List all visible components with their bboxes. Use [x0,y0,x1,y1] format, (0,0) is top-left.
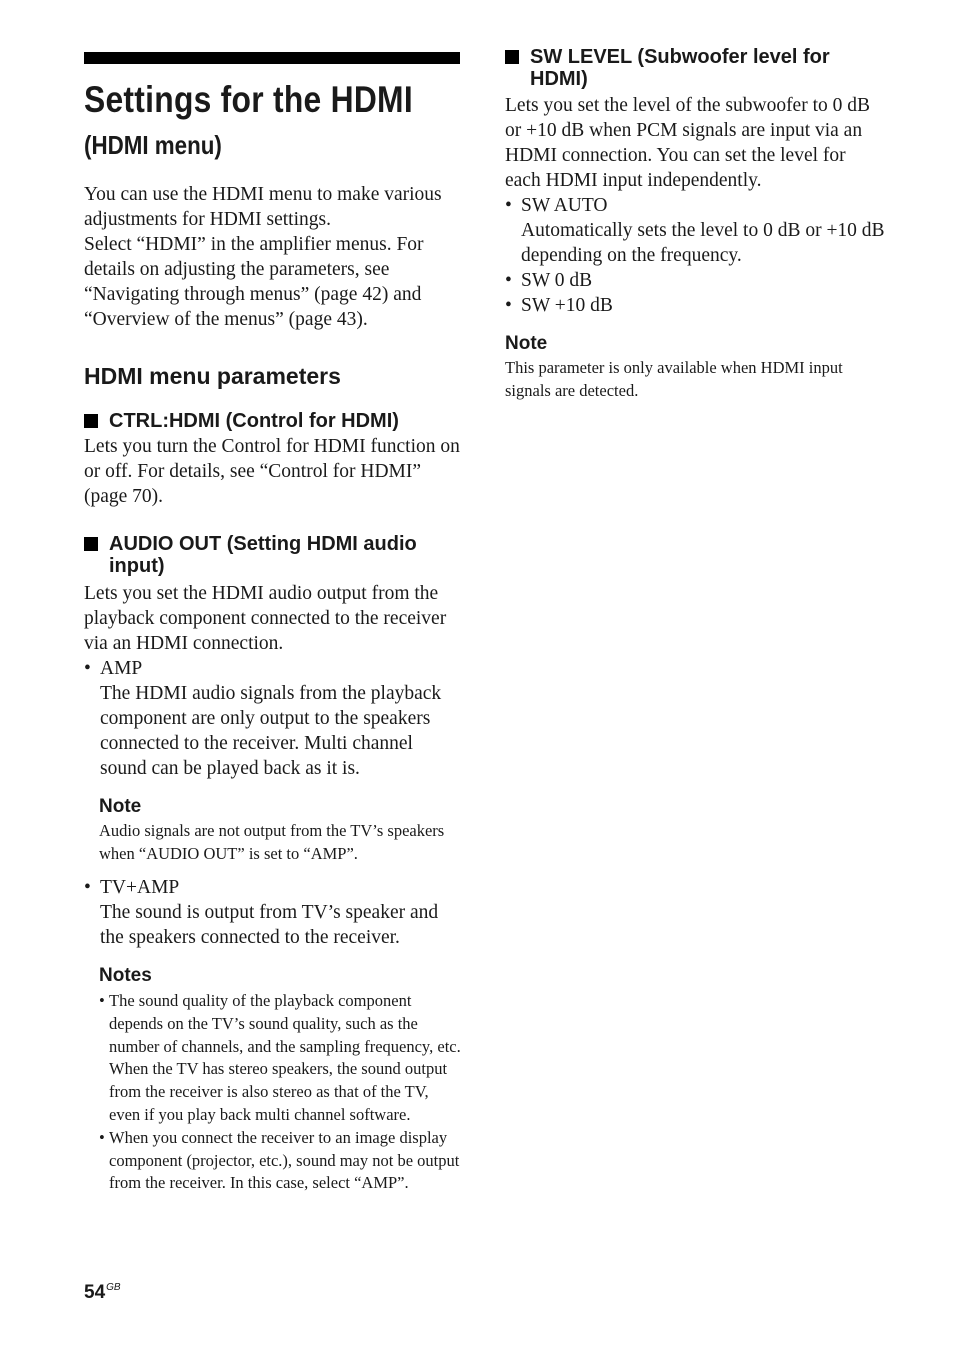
note-item-text: The sound quality of the playback component depends on the TV’s sound quality, such as the number of channels, and the sampling frequency, etc. When the TV has stereo speakers, the sound output from the receiver is also stereo as that of the TV, even if you play back multi channel software. [109,991,461,1124]
audio-out-section [84,533,462,1195]
sw-level-heading-text: SW LEVEL (Subwoofer level for HDMI) [530,46,830,90]
amp-note [84,795,462,865]
note-item [99,1127,462,1195]
page-number-suffix: GB [106,1282,121,1293]
bullet-dot-icon: • [505,270,512,291]
bullet-dot-icon: • [505,295,512,316]
audio-out-body: Lets you set the HDMI audio output from the playback component connected to the receiver via an HDMI connection. [84,583,447,654]
page-title: Settings for the HDMI [84,79,413,120]
tv-amp-label: TV+AMP [100,877,180,898]
sw-auto-description: Automatically sets the level to 0 dB or +10 dB depending on the frequency. [521,220,885,266]
ctrl-hdmi-section [84,410,462,509]
amp-description: The HDMI audio signals from the playback component are only output to the speakers connected to the receiver. Multi channel sound can be played back as it is. [100,683,442,779]
ctrl-hdmi-heading [84,410,462,432]
bullet-dot-icon: • [84,658,91,679]
page-subtitle: (HDMI menu) [84,130,222,160]
note-text: This parameter is only available when HDMI input signals are detected. [505,358,843,400]
square-bullet-icon [84,537,98,551]
bullet-dot-icon: • [84,877,91,898]
amp-option [84,656,462,681]
right-column [505,46,885,402]
ctrl-hdmi-body: Lets you turn the Control for HDMI function on or off. For details, see “Control for HDMI” (page 70). [84,436,460,507]
notes-heading: Notes [99,965,152,986]
square-bullet-icon [505,50,519,64]
note-text: Audio signals are not output from the TV’s speakers when “AUDIO OUT” is set to “AMP”. [99,821,445,863]
audio-out-heading [84,533,462,577]
audio-out-heading-text: AUDIO OUT (Setting HDMI audio input) [109,533,417,577]
bullet-dot-icon: • [99,991,105,1010]
sw-0db-label: SW 0 dB [521,270,593,291]
sw-level-body: Lets you set the level of the subwoofer to 0 dB or +10 dB when PCM signals are input via an HDMI connection. You can set the level for each HDMI input independently. [505,95,871,191]
note-heading: Note [505,333,548,354]
ctrl-hdmi-heading-text: CTRL:HDMI (Control for HDMI) [109,410,399,432]
page-number-value: 54 [84,1282,106,1303]
title-rule [84,52,460,64]
amp-label: AMP [100,658,143,679]
sw-10db-label: SW +10 dB [521,295,613,316]
note-item [99,990,462,1127]
sw-level-note [505,332,885,402]
left-column [84,52,462,1195]
bullet-dot-icon: • [99,1127,105,1147]
intro-paragraph-1: You can use the HDMI menu to make various adjustments for HDMI settings. [84,184,442,230]
sw-auto-option [505,193,885,218]
bullet-dot-icon: • [505,195,512,216]
page-number [84,1282,121,1304]
sw-auto-label: SW AUTO [521,195,608,216]
sw-10db-option [505,293,885,318]
square-bullet-icon [84,414,98,428]
tv-amp-description: The sound is output from TV’s speaker and the speakers connected to the receiver. [100,902,439,948]
sw-0db-option [505,268,885,293]
section-heading: HDMI menu parameters [84,363,341,389]
tv-amp-option [84,875,462,900]
note-item-text: When you connect the receiver to an image display component (projector, etc.), sound may not be output from the receiver. In this case, select “AMP”. [109,1127,460,1193]
tv-amp-notes [84,964,462,1195]
note-heading: Note [99,796,142,817]
intro-paragraph-2: Select “HDMI” in the amplifier menus. For details on adjusting the parameters, see “Navigating through menus” (page 42) and “Overview of the menus” (page 43). [84,234,424,330]
sw-level-heading [505,46,885,90]
